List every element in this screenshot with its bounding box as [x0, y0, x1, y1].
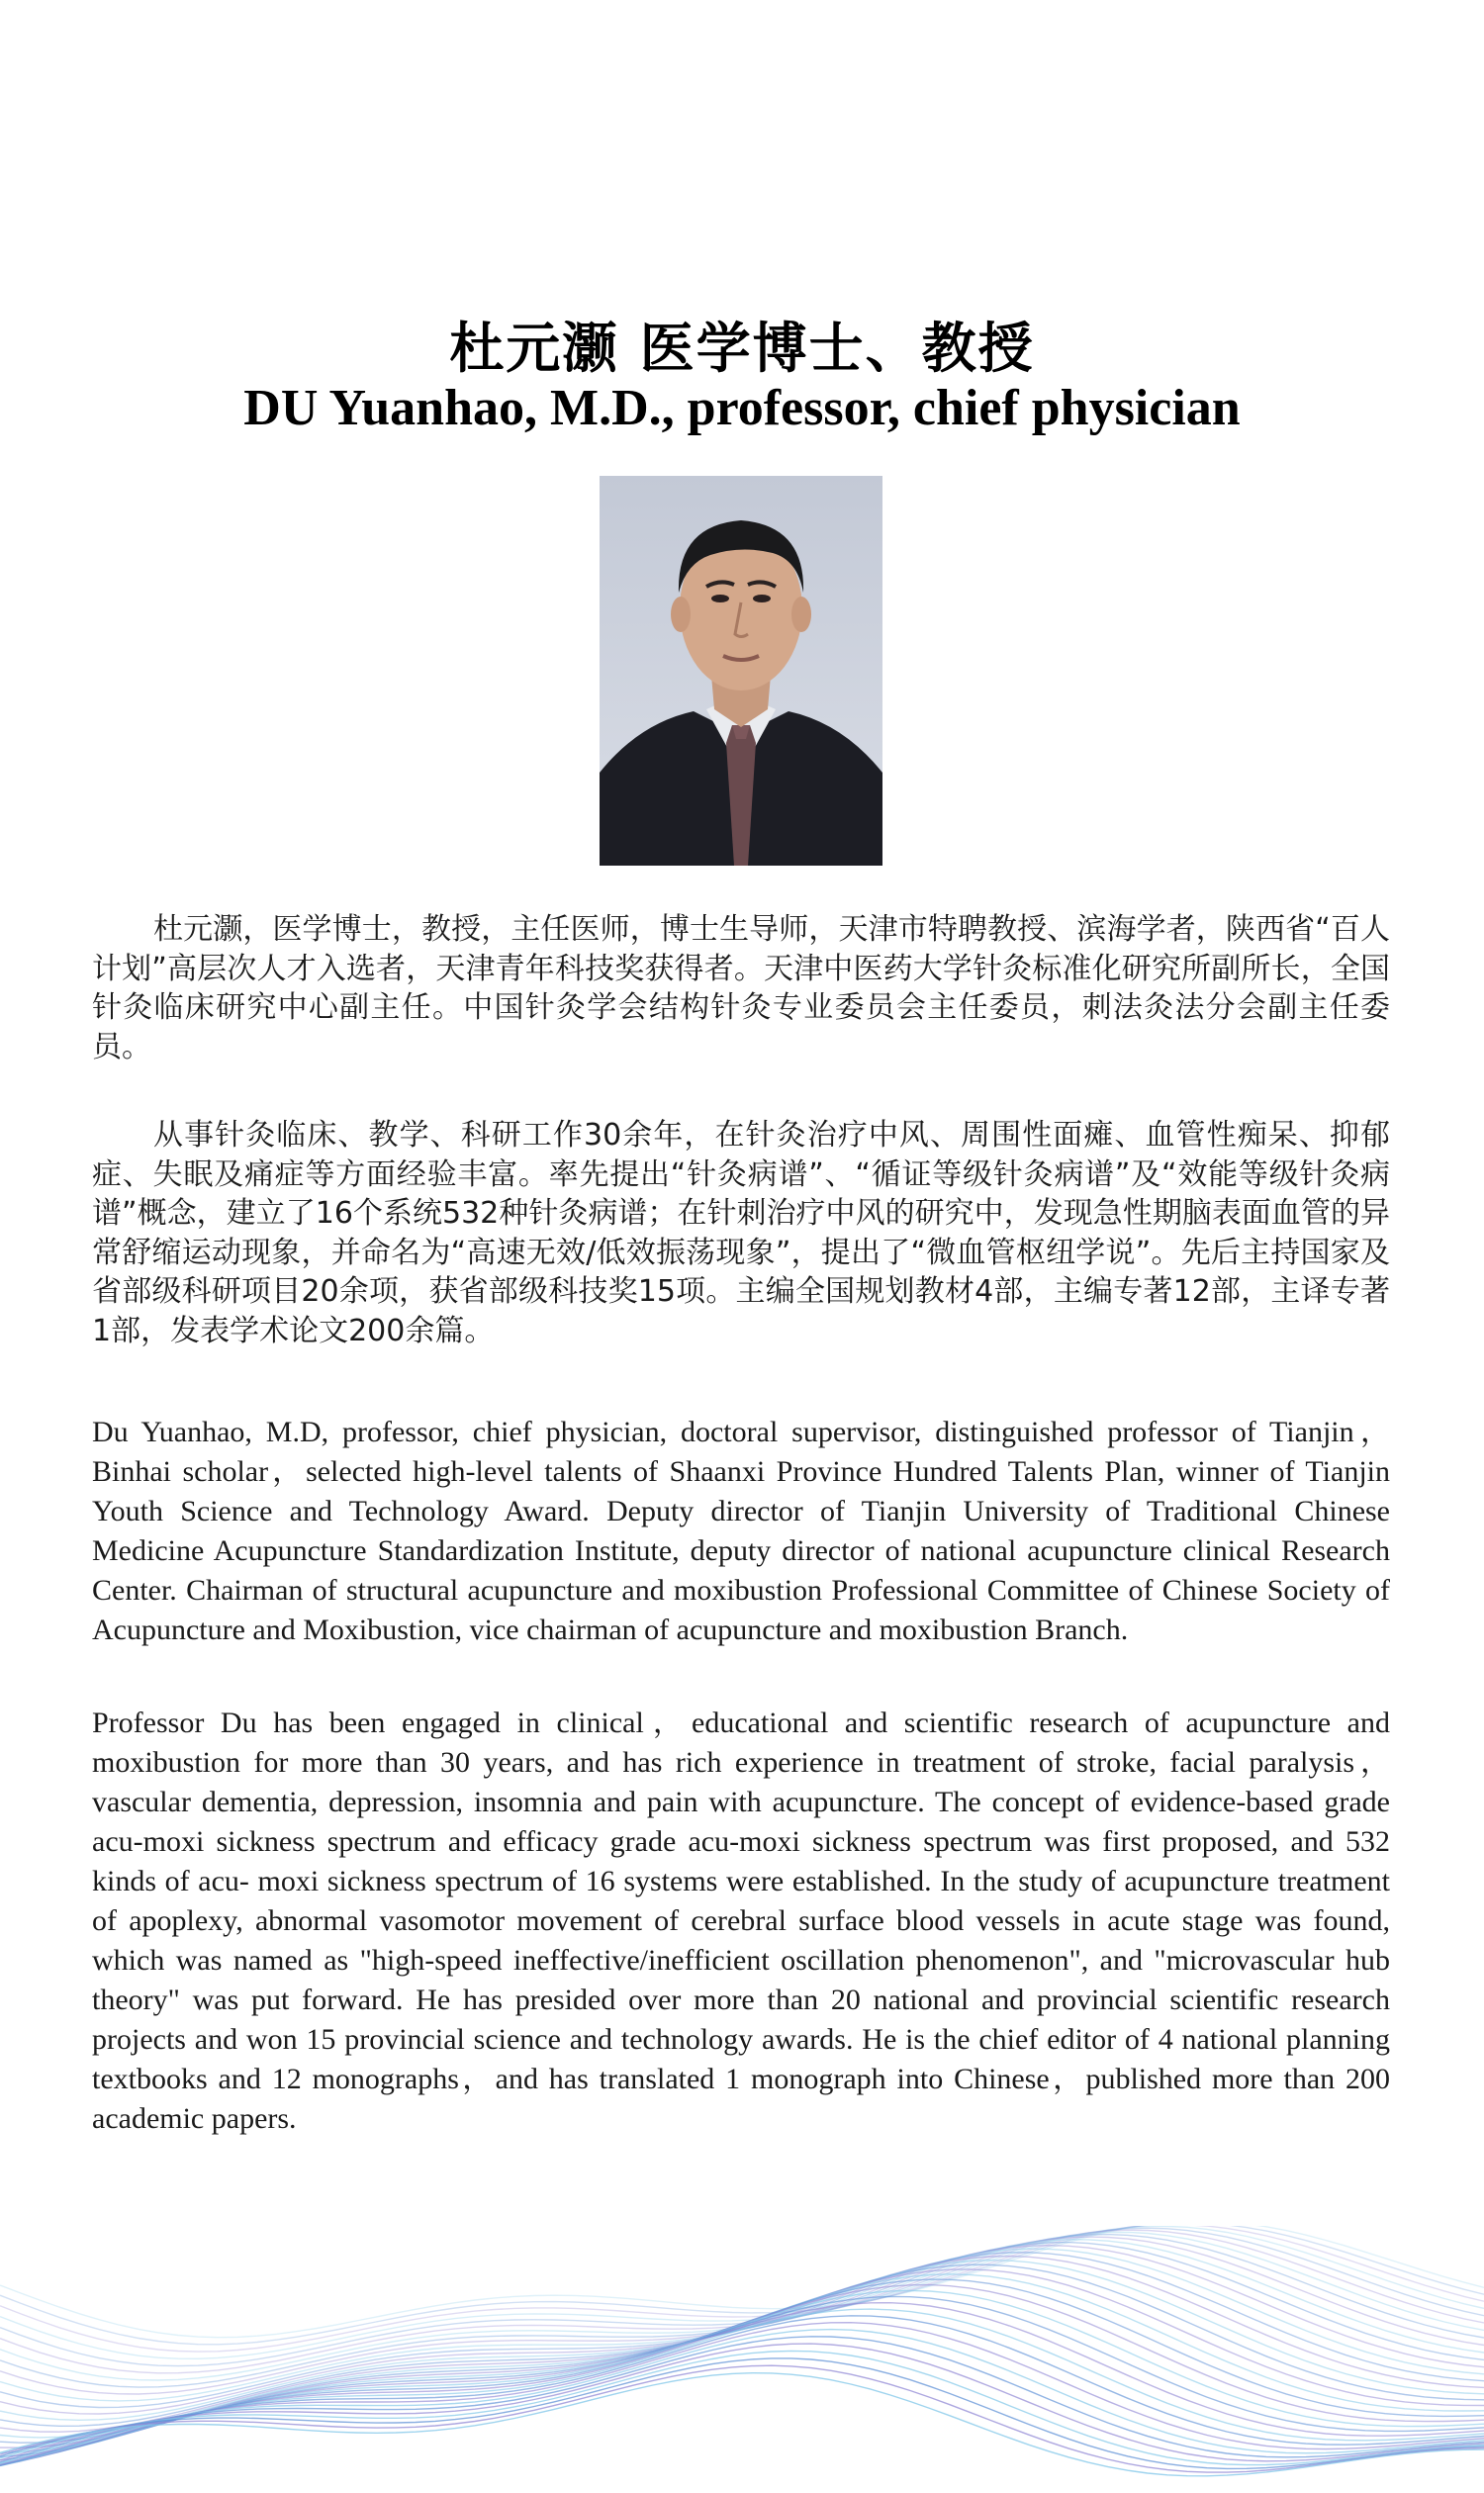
bio-paragraph-cn-1: 杜元灏，医学博士，教授，主任医师，博士生导师，天津市特聘教授、滨海学者，陕西省“百人计划”高层次人才入选者，天津青年科技奖获得者。天津中医药大学针灸标准化研究所副所长，全国针灸临床研究中心副主任。中国针灸学会结构针灸专业委员会主任委员，刺法灸法分会副主任委员。 — [92, 912, 1390, 1064]
bio-paragraph-cn-2: 从事针灸临床、教学、科研工作30余年，在针灸治疗中风、周围性面瘫、血管性痴呆、抑郁症、失眠及痛症等方面经验丰富。率先提出“针灸病谱”、“循证等级针灸病谱”及“效能等级针灸病谱”概念，建立了16个系统532种针灸病谱；在针刺治疗中风的研究中，发现急性期脑表面血管的异常舒缩运动现象，并命名为“高速无效/低效振荡现象”，提出了“微血管枢纽学说”。先后主持国家及省部级科研项目20余项，获省部级科技奖15项。主编全国规划教材4部，主编专著12部，主译专著1部，发表学术论文200余篇。 — [92, 1118, 1390, 1348]
wave-line — [0, 2237, 1484, 2394]
portrait-illustration — [600, 476, 882, 866]
wave-line — [0, 2228, 1484, 2365]
bio-paragraph-en-1: Du Yuanhao, M.D, professor, chief physician, doctoral supervisor, distinguished professor of Tianjin，Binhai scholar，selected high-level talents of Shaanxi Province Hundred Talents Plan, winner of Tianjin Youth Science and Technology Award. Deputy director of Tianjin University of Traditional Chinese Medicine Acupuncture Standardization Institute, deputy director of national acupuncture clinical Research Center. Chairman of structural acupuncture and moxibustion Professional Committee of Chinese Society of Acupuncture and Moxibustion, vice chairman of acupuncture and moxibustion Branch. — [92, 1416, 1390, 1646]
page-title-chinese: 杜元灏 医学博士、教授 — [449, 317, 1035, 380]
wave-line — [0, 2285, 1484, 2460]
portrait-photo — [600, 476, 882, 866]
wave-line — [0, 2316, 1484, 2466]
bio-paragraph-en-2: Professor Du has been engaged in clinical，educational and scientific research of acupuncture and moxibustion for more than 30 years, and has rich experience in treatment of stroke, facial paralysis，vascular dementia, depression, insomnia and pain with acupuncture. The concept of evidence-based grade acu-moxi sickness spectrum and efficacy grade acu-moxi sickness spectrum was first proposed, and 532 kinds of acu- moxi sickness spectrum of 16 systems were established. In the study of acupuncture treatment of apoplexy, abnormal vasomotor movement of cerebral surface blood vessels in acute stage was found, which was named as "high-speed ineffective/inefficient oscillation phenomenon", and "microvascular hub theory" was put forward. He has presided over more than 20 national and provincial scientific research projects and won 15 provincial science and technology awards. He is the chief editor of 4 national planning textbooks and 12 monographs，and has translated 1 monograph into Chinese，published more than 200 academic papers. — [92, 1707, 1390, 2135]
page-title-english: DU Yuanhao, M.D., professor, chief physician — [243, 380, 1241, 436]
wave-line — [0, 2279, 1484, 2456]
decorative-wave-lines — [0, 2226, 1484, 2493]
